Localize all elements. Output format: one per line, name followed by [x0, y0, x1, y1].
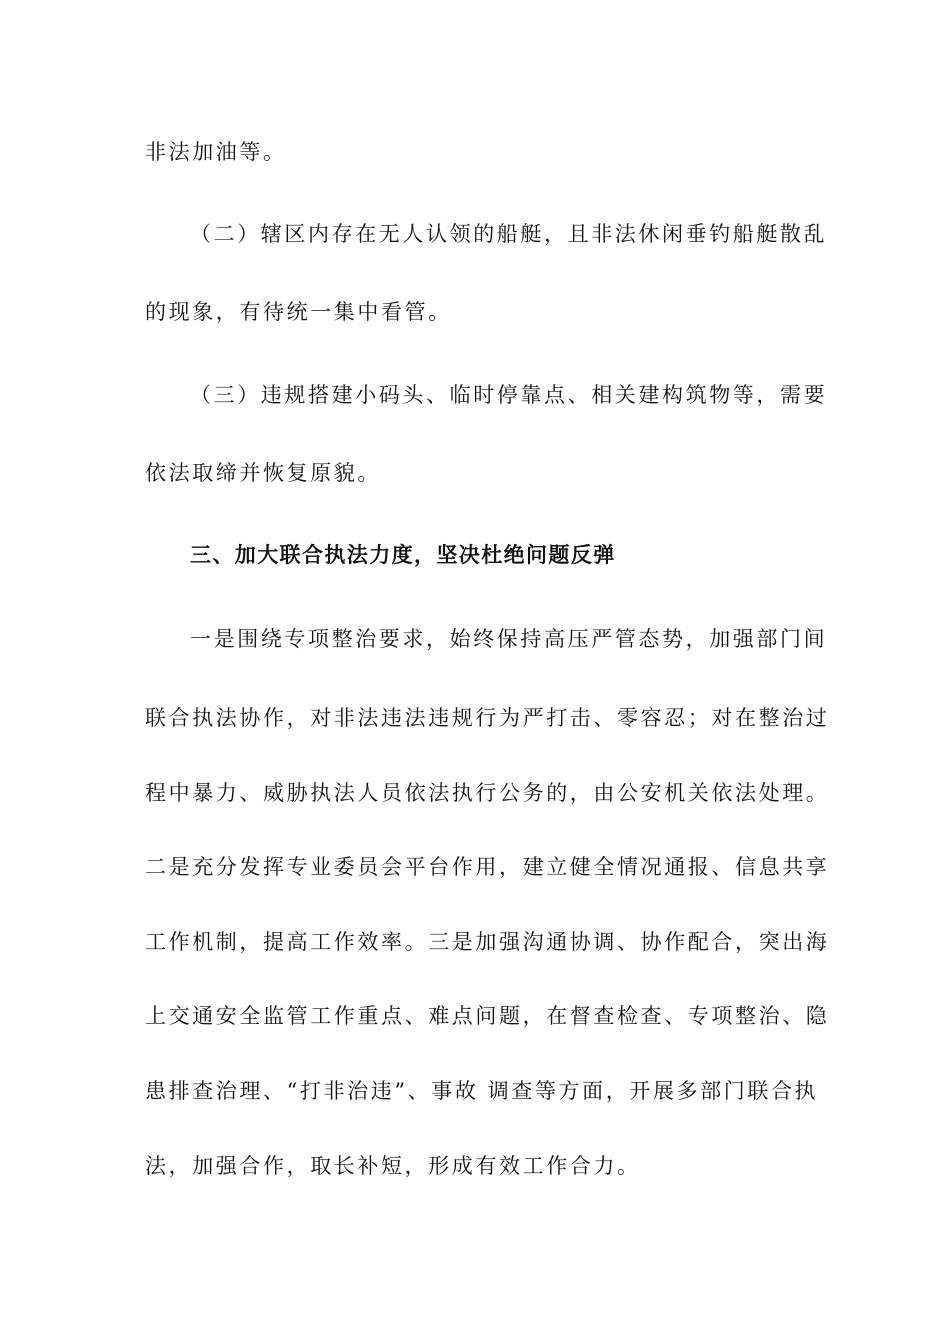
paragraph-line: 非法加油等。	[145, 140, 287, 164]
paragraph-line: 联合执法协作，对非法违法违规行为严打击、零容忍；对在整治过	[145, 706, 830, 730]
paragraph-line: 上交通安全监管工作重点、难点问题，在督查检查、专项整治、隐	[145, 1004, 830, 1028]
paragraph-line: 一是围绕专项整治要求，始终保持高压严管态势，加强部门间	[190, 627, 828, 651]
paragraph-line: 二是充分发挥专业委员会平台作用，建立健全情况通报、信息共享	[145, 855, 830, 879]
paragraph-line: 依法取缔并恢复原貌。	[145, 461, 381, 485]
paragraph-line: 程中暴力、威胁执法人员依法执行公务的，由公安机关依法处理。	[145, 781, 830, 805]
section-heading: 三、加大联合执法力度，坚决杜绝问题反弹	[190, 543, 616, 567]
paragraph-line: 工作机制，提高工作效率。三是加强沟通协调、协作配合，突出海	[145, 930, 830, 954]
paragraph-line: 患排查治理、“打非治违”、事故 调查等方面，开展多部门联合执	[145, 1079, 819, 1103]
paragraph-line: 的现象，有待统一集中看管。	[145, 300, 452, 324]
paragraph-line: 法，加强合作，取长补短，形成有效工作合力。	[145, 1154, 641, 1178]
paragraph-line: （二）辖区内存在无人认领的船艇，且非法休闲垂钓船艇散乱	[190, 222, 828, 246]
paragraph-line: （三）违规搭建小码头、临时停靠点、相关建构筑物等，需要	[190, 383, 828, 407]
